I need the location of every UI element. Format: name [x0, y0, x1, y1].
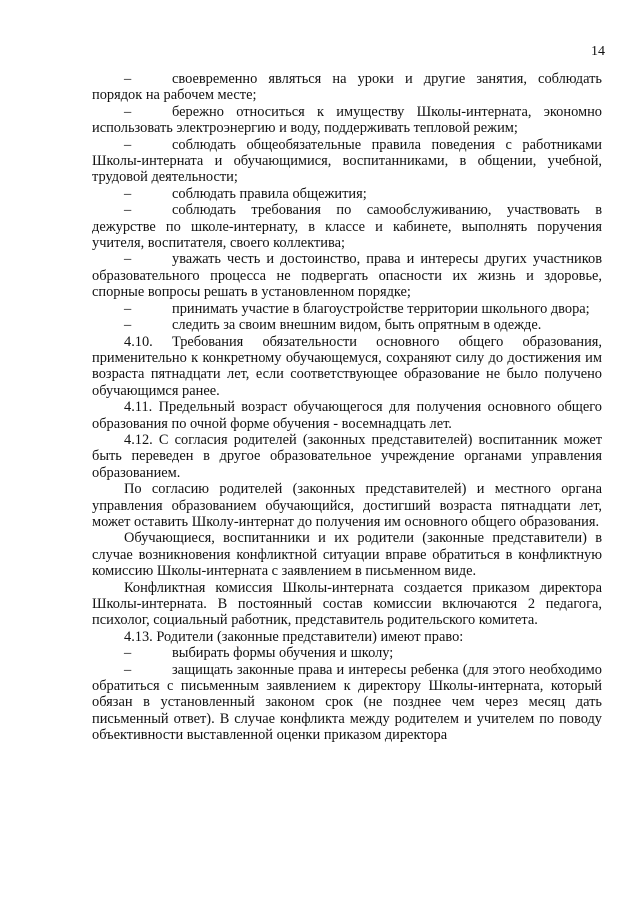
- bullet-item: [92, 71, 602, 104]
- bullet-text: бережно относиться к имуществу Школы-интерната, экономно использовать электроэнергию и воду, поддерживать тепловой режим;: [92, 103, 602, 137]
- dash-marker: –: [124, 300, 132, 317]
- bullet-text: принимать участие в благоустройстве территории школьного двора;: [172, 300, 590, 317]
- dash-marker: –: [124, 185, 132, 202]
- paragraph: Обучающиеся, воспитанники и их родители (законные представители) в случае возникновения конфликтной ситуации вправе обратиться в конфликтную комиссию Школы-интерната с заявлением в письменном виде.: [92, 530, 602, 580]
- bullet-text: своевременно являться на уроки и другие занятия, соблюдать порядок на рабочем месте;: [92, 71, 602, 104]
- bullet-text: следить за своим внешним видом, быть опрятным в одежде.: [172, 317, 542, 334]
- document-body: [92, 71, 602, 744]
- bullet-text: соблюдать требования по самообслуживанию, участвовать в дежурстве по школе-интернату, в классе и кабинете, выполнять поручения учителя, воспитателя, своего коллектива;: [92, 202, 602, 252]
- bullet-item: [92, 104, 602, 137]
- dash-marker: –: [124, 202, 132, 219]
- bullet-item: [92, 301, 602, 317]
- paragraph: 4.10. Требования обязательности основного общего образования, применительно к конкретному обучающемуся, сохраняют силу до достижения им возраста пятнадцати лет, если соответствующее образование не было получено обучающимся ранее.: [92, 333, 602, 399]
- dash-marker: –: [124, 661, 132, 678]
- dash-marker: –: [124, 71, 132, 87]
- paragraph: По согласию родителей (законных представителей) и местного органа управления образованием обучающийся, достигший возраста пятнадцати лет, может оставить Школу-интернат до получения им основного общего образования.: [92, 481, 602, 530]
- bullet-item: [92, 251, 602, 300]
- bullet-text: соблюдать общеобязательные правила поведения с работниками Школы-интерната и обучающимися, воспитанниками, в общении, учебной, трудовой деятельности;: [92, 136, 602, 186]
- bullet-item: [92, 317, 602, 333]
- paragraph: Конфликтная комиссия Школы-интерната создается приказом директора Школы-интерната. В постоянный состав комиссии включаются 2 педагога, психолог, социальный работник, представитель родительского комитета.: [92, 579, 602, 629]
- bullet-item: [92, 662, 602, 744]
- dash-marker: –: [124, 645, 132, 662]
- bullet-item: [92, 186, 602, 202]
- page-number: 14: [591, 44, 605, 59]
- paragraph: 4.13. Родители (законные представители) имеют право:: [124, 628, 464, 645]
- bullet-item: [92, 137, 602, 186]
- bullet-text: уважать честь и достоинство, права и интересы других участников образовательного процесса не подвергать опасности их жизнь и здоровье, спорные вопросы решать в установленном порядке;: [92, 251, 602, 301]
- bullet-text: защищать законные права и интересы ребенка (для этого необходимо обратиться с письменным заявлением к директору Школы-интерната, который обязан в установленный законом срок (не позднее чем через месяц дать письменный ответ). В случае конфликта между родителем и учителем по поводу объективности выставленной оценки приказом директора: [92, 661, 602, 744]
- dash-marker: –: [124, 317, 132, 334]
- paragraph: 4.12. С согласия родителей (законных представителей) воспитанник может быть переведен в другое образовательное учреждение органами управления образованием.: [92, 431, 602, 481]
- bullet-text: соблюдать правила общежития;: [172, 185, 367, 202]
- bullet-item: [92, 645, 602, 661]
- bullet-text: выбирать формы обучения и школу;: [172, 645, 394, 662]
- dash-marker: –: [124, 251, 132, 268]
- bullet-item: [92, 202, 602, 251]
- dash-marker: –: [124, 103, 132, 120]
- paragraph: 4.11. Предельный возраст обучающегося для получения основного общего образования по очной форме обучения - восемнадцать лет.: [92, 399, 602, 432]
- dash-marker: –: [124, 136, 132, 153]
